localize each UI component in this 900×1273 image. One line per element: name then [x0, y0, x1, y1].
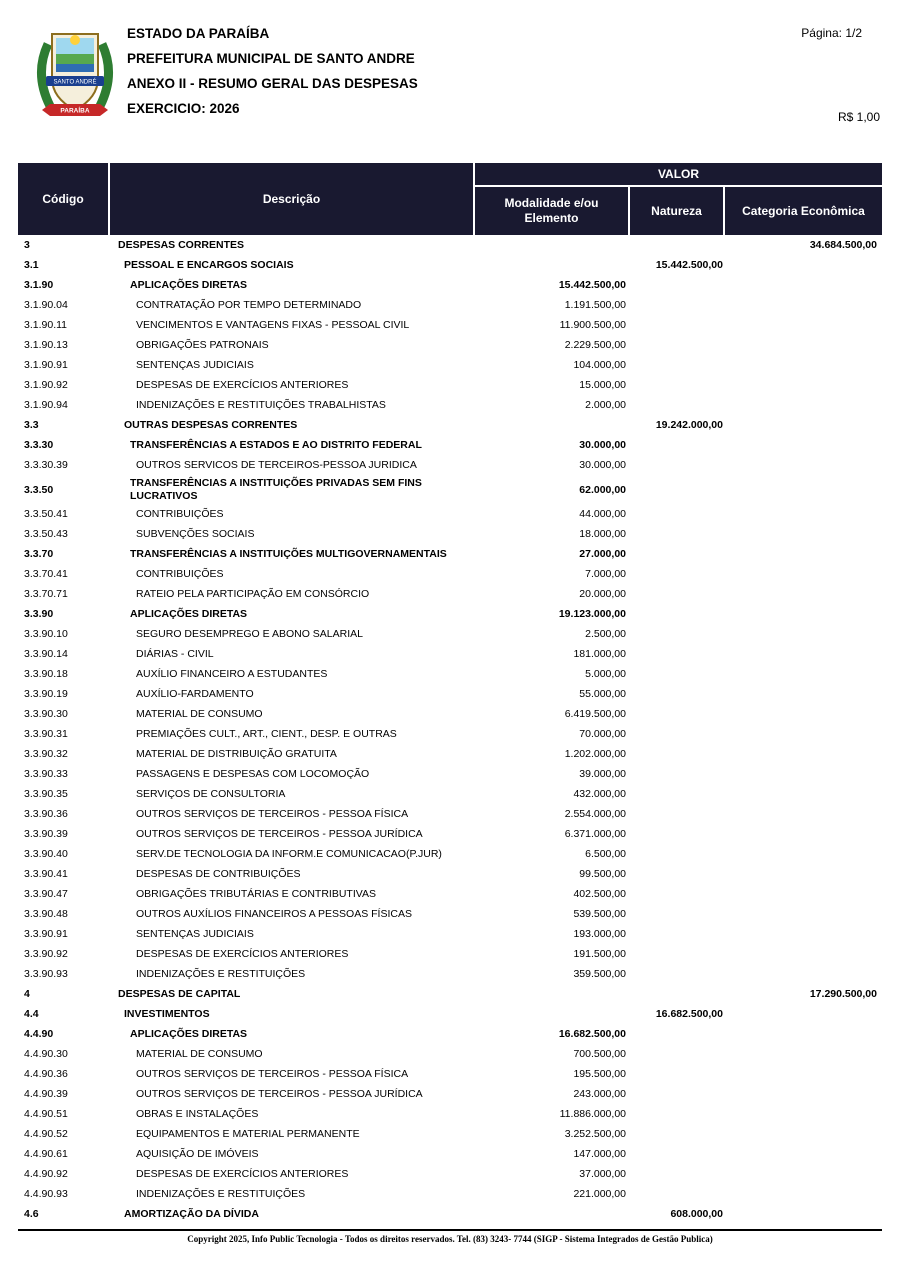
row-code: 3 — [24, 239, 30, 251]
row-value-modalidade: 195.500,00 — [573, 1068, 626, 1081]
row-code: 4.4.90.51 — [24, 1108, 68, 1121]
row-description: PASSAGENS E DESPESAS COM LOCOMOÇÃO — [136, 767, 370, 780]
row-description: EQUIPAMENTOS E MATERIAL PERMANENTE — [136, 1127, 360, 1140]
row-description: APLICAÇÕES DIRETAS — [130, 278, 248, 291]
row-description: OUTROS SERVIÇOS DE TERCEIROS - PESSOA JURÍDICA — [136, 1087, 423, 1100]
report-titles — [127, 26, 418, 126]
row-description: TRANSFERÊNCIAS A INSTITUIÇÕES MULTIGOVERNAMENTAIS — [130, 547, 447, 560]
row-description: AUXÍLIO-FARDAMENTO — [136, 687, 254, 700]
row-description: DESPESAS DE EXERCÍCIOS ANTERIORES — [136, 947, 349, 960]
row-value-modalidade: 55.000,00 — [579, 688, 626, 701]
row-description: CONTRIBUIÇÕES — [136, 507, 224, 520]
row-description: DESPESAS CORRENTES — [118, 238, 245, 251]
row-code: 3.3.90.36 — [24, 808, 68, 821]
row-code: 4.4.90.93 — [24, 1188, 68, 1201]
row-description: SEGURO DESEMPREGO E ABONO SALARIAL — [136, 627, 363, 640]
table-row — [18, 1164, 882, 1184]
row-value-modalidade: 39.000,00 — [579, 768, 626, 781]
table-row — [18, 235, 882, 255]
table-row — [18, 1124, 882, 1144]
row-value-modalidade: 62.000,00 — [579, 483, 626, 496]
table-row — [18, 1024, 882, 1044]
table-row — [18, 524, 882, 544]
row-value-modalidade: 2.229.500,00 — [564, 339, 626, 351]
row-value-modalidade: 30.000,00 — [579, 459, 626, 471]
footer — [18, 1229, 882, 1244]
row-code: 3.3.70 — [24, 548, 54, 561]
row-value-natureza: 19.242.000,00 — [655, 419, 723, 431]
row-value-modalidade: 1.191.500,00 — [564, 299, 626, 311]
row-value-modalidade: 243.000,00 — [573, 1088, 626, 1101]
row-value-modalidade: 19.123.000,00 — [558, 608, 626, 621]
row-code: 4.4.90.30 — [24, 1048, 68, 1061]
page-number: Página: 1/2 — [801, 26, 862, 40]
row-description: PREMIAÇÕES CULT., ART., CIENT., DESP. E OUTRAS — [136, 727, 397, 740]
row-description: OUTROS SERVICOS DE TERCEIROS-PESSOA JURIDICA — [136, 458, 417, 471]
row-value-modalidade: 402.500,00 — [573, 888, 626, 901]
row-code: 4.4.90.52 — [24, 1128, 68, 1141]
row-value-modalidade: 99.500,00 — [579, 868, 626, 881]
row-value-modalidade: 700.500,00 — [573, 1048, 626, 1061]
column-header-natureza: Natureza — [630, 187, 725, 235]
row-value-modalidade: 11.900.500,00 — [559, 319, 626, 331]
row-description: DESPESAS DE EXERCÍCIOS ANTERIORES — [136, 378, 349, 391]
row-code: 3.3.90.41 — [24, 868, 68, 881]
table-row — [18, 395, 882, 415]
state-name: ESTADO DA PARAÍBA — [127, 26, 270, 41]
table-row — [18, 1044, 882, 1064]
row-code: 3.3.70.71 — [24, 588, 68, 601]
row-code: 3.3.50.43 — [24, 528, 68, 541]
row-description: INDENIZAÇÕES E RESTITUIÇÕES — [136, 1187, 306, 1200]
table-row — [18, 744, 882, 764]
row-description: AQUISIÇÃO DE IMÓVEIS — [136, 1147, 259, 1160]
row-code: 3.3.90.48 — [24, 908, 68, 921]
row-value-modalidade: 432.000,00 — [573, 788, 626, 801]
row-description: MATERIAL DE CONSUMO — [136, 707, 263, 720]
table-row — [18, 844, 882, 864]
column-header-codigo: Código — [18, 163, 110, 235]
table-row — [18, 1144, 882, 1164]
row-value-modalidade: 2.000,00 — [585, 399, 626, 411]
row-value-modalidade: 20.000,00 — [579, 588, 626, 601]
row-code: 3.1.90.04 — [24, 299, 68, 311]
table-row — [18, 984, 882, 1004]
table-row — [18, 455, 882, 475]
column-header-modalidade: Modalidade e/ou Elemento — [475, 187, 630, 235]
row-description: SERVIÇOS DE CONSULTORIA — [136, 787, 286, 800]
row-value-modalidade: 70.000,00 — [579, 728, 626, 741]
row-code: 3.3.90 — [24, 608, 54, 621]
row-code: 4 — [24, 988, 30, 1001]
row-code: 3.1.90.92 — [24, 379, 68, 391]
table-row — [18, 644, 882, 664]
row-code: 4.4.90.39 — [24, 1088, 68, 1101]
row-description: INDENIZAÇÕES E RESTITUIÇÕES TRABALHISTAS — [136, 398, 386, 411]
row-value-modalidade: 104.000,00 — [573, 359, 626, 371]
row-value-modalidade: 3.252.500,00 — [564, 1128, 626, 1141]
table-row — [18, 295, 882, 315]
row-value-modalidade: 44.000,00 — [579, 508, 626, 521]
table-row — [18, 604, 882, 624]
report-header — [32, 24, 882, 134]
row-code: 3.3.90.91 — [24, 928, 68, 941]
row-value-modalidade: 6.500,00 — [585, 848, 626, 861]
row-description: DESPESAS DE CAPITAL — [118, 987, 241, 1000]
row-value-natureza: 15.442.500,00 — [655, 259, 723, 271]
row-code: 3.3.70.41 — [24, 568, 68, 581]
row-description: OUTROS SERVIÇOS DE TERCEIROS - PESSOA FÍSICA — [136, 1067, 409, 1080]
row-description: OBRAS E INSTALAÇÕES — [136, 1107, 259, 1120]
row-value-modalidade: 15.442.500,00 — [558, 279, 626, 291]
municipality-name: PREFEITURA MUNICIPAL DE SANTO ANDRE — [127, 51, 415, 66]
table-row — [18, 1204, 882, 1224]
row-code: 3.3.50 — [24, 483, 54, 496]
table-row — [18, 784, 882, 804]
table-row — [18, 375, 882, 395]
table-row — [18, 1104, 882, 1124]
expenses-table — [18, 163, 882, 1224]
row-code: 3.3.50.41 — [24, 508, 68, 521]
row-value-modalidade: 6.419.500,00 — [564, 708, 626, 721]
row-code: 3.3.30 — [24, 439, 54, 451]
row-value-modalidade: 221.000,00 — [573, 1188, 626, 1201]
row-code: 3.3.30.39 — [24, 459, 68, 471]
row-description: MATERIAL DE DISTRIBUIÇÃO GRATUITA — [136, 747, 337, 760]
svg-text:PARAÍBA: PARAÍBA — [60, 107, 90, 115]
row-description: DESPESAS DE EXERCÍCIOS ANTERIORES — [136, 1167, 349, 1180]
row-value-modalidade: 11.886.000,00 — [559, 1108, 626, 1121]
table-row — [18, 624, 882, 644]
table-row — [18, 804, 882, 824]
table-row — [18, 435, 882, 455]
table-row — [18, 944, 882, 964]
table-row — [18, 864, 882, 884]
row-code: 3.3.90.18 — [24, 668, 68, 681]
row-value-modalidade: 193.000,00 — [573, 928, 626, 941]
row-description: DIÁRIAS - CIVIL — [136, 647, 214, 660]
row-description: RATEIO PELA PARTICIPAÇÃO EM CONSÓRCIO — [136, 587, 370, 600]
column-header-categoria: Categoria Econômica — [725, 187, 882, 235]
row-description: CONTRIBUIÇÕES — [136, 567, 224, 580]
row-description: OUTROS SERVIÇOS DE TERCEIROS - PESSOA FÍSICA — [136, 807, 409, 820]
row-description: PESSOAL E ENCARGOS SOCIAIS — [124, 258, 294, 271]
row-value-modalidade: 181.000,00 — [573, 648, 626, 661]
row-code: 4.4.90.92 — [24, 1168, 68, 1181]
table-row — [18, 964, 882, 984]
report-title: ANEXO II - RESUMO GERAL DAS DESPESAS — [127, 76, 418, 91]
table-row — [18, 504, 882, 524]
row-description: INVESTIMENTOS — [124, 1007, 210, 1020]
row-description: APLICAÇÕES DIRETAS — [130, 607, 248, 620]
table-row — [18, 544, 882, 564]
row-description: INDENIZAÇÕES E RESTITUIÇÕES — [136, 967, 306, 980]
table-row — [18, 275, 882, 295]
row-value-modalidade: 147.000,00 — [573, 1148, 626, 1161]
table-row — [18, 1064, 882, 1084]
row-description: OUTROS AUXÍLIOS FINANCEIROS A PESSOAS FÍSICAS — [136, 907, 412, 920]
table-row — [18, 315, 882, 335]
row-code: 3.3 — [24, 419, 39, 431]
footer-copyright: Copyright 2025, Info Public Tecnologia - Todos os direitos reservados. Tel. (83) 3243- 7744 (SIGP - Sistema Integrados de Gestão Publica) — [187, 1234, 713, 1244]
row-description: TRANSFERÊNCIAS A INSTITUIÇÕES PRIVADAS SEM FINS LUCRATIVOS — [130, 477, 422, 502]
row-code: 4.4.90.36 — [24, 1068, 68, 1081]
row-code: 4.4.90.61 — [24, 1148, 68, 1161]
table-row — [18, 564, 882, 584]
table-row — [18, 884, 882, 904]
table-row — [18, 355, 882, 375]
row-value-modalidade: 1.202.000,00 — [564, 748, 626, 761]
table-row — [18, 255, 882, 275]
row-code: 3.1 — [24, 259, 39, 271]
exercise-year: EXERCICIO: 2026 — [127, 101, 240, 116]
row-value-modalidade: 191.500,00 — [573, 948, 626, 961]
table-row — [18, 904, 882, 924]
row-value-modalidade: 27.000,00 — [579, 548, 626, 561]
row-code: 3.1.90.94 — [24, 399, 68, 411]
row-description: VENCIMENTOS E VANTAGENS FIXAS - PESSOAL CIVIL — [136, 318, 410, 331]
row-value-modalidade: 2.500,00 — [585, 628, 626, 641]
row-value-natureza: 16.682.500,00 — [655, 1008, 723, 1021]
table-row — [18, 664, 882, 684]
row-value-natureza: 608.000,00 — [670, 1208, 723, 1221]
row-code: 3.1.90 — [24, 279, 54, 291]
table-row — [18, 584, 882, 604]
table-row — [18, 1184, 882, 1204]
row-code: 3.3.90.30 — [24, 708, 68, 721]
row-code: 4.6 — [24, 1208, 39, 1221]
row-code: 3.3.90.33 — [24, 768, 68, 781]
row-value-modalidade: 7.000,00 — [585, 568, 626, 581]
row-description: APLICAÇÕES DIRETAS — [130, 1027, 248, 1040]
row-value-categoria: 34.684.500,00 — [809, 239, 877, 251]
table-row — [18, 724, 882, 744]
row-description: OUTROS SERVIÇOS DE TERCEIROS - PESSOA JURÍDICA — [136, 827, 423, 840]
row-description: SENTENÇAS JUDICIAIS — [136, 358, 254, 371]
row-code: 3.3.90.32 — [24, 748, 68, 761]
row-description: TRANSFERÊNCIAS A ESTADOS E AO DISTRITO FEDERAL — [130, 438, 422, 451]
row-value-modalidade: 15.000,00 — [579, 379, 626, 391]
row-code: 4.4 — [24, 1008, 39, 1021]
row-description: OUTRAS DESPESAS CORRENTES — [124, 418, 298, 431]
svg-text:SANTO ANDRÉ: SANTO ANDRÉ — [53, 79, 97, 86]
table-body — [18, 235, 882, 1224]
column-header-descricao: Descrição — [110, 163, 475, 235]
currency-unit: R$ 1,00 — [837, 110, 880, 124]
row-code: 4.4.90 — [24, 1028, 54, 1041]
row-value-modalidade: 30.000,00 — [579, 439, 626, 451]
row-code: 3.3.90.35 — [24, 788, 68, 801]
row-code: 3.3.90.19 — [24, 688, 68, 701]
row-description: AUXÍLIO FINANCEIRO A ESTUDANTES — [136, 667, 328, 680]
row-code: 3.1.90.11 — [24, 319, 68, 331]
row-code: 3.3.90.10 — [24, 628, 68, 641]
row-code: 3.3.90.14 — [24, 648, 68, 661]
table-row — [18, 415, 882, 435]
row-description: SUBVENÇÕES SOCIAIS — [136, 527, 255, 540]
row-value-modalidade: 2.554.000,00 — [564, 808, 626, 821]
table-row — [18, 764, 882, 784]
row-description: DESPESAS DE CONTRIBUIÇÕES — [136, 867, 301, 880]
row-description: SERV.DE TECNOLOGIA DA INFORM.E COMUNICACAO(P.JUR) — [136, 847, 442, 860]
table-header — [18, 163, 882, 235]
row-value-modalidade: 6.371.000,00 — [564, 828, 626, 841]
table-row — [18, 704, 882, 724]
row-value-modalidade: 5.000,00 — [585, 668, 626, 681]
table-row — [18, 1004, 882, 1024]
column-group-header-valor: VALOR — [475, 163, 882, 187]
row-description: OBRIGAÇÕES PATRONAIS — [136, 338, 269, 351]
row-value-modalidade: 16.682.500,00 — [558, 1028, 626, 1041]
table-row — [18, 924, 882, 944]
row-description: OBRIGAÇÕES TRIBUTÁRIAS E CONTRIBUTIVAS — [136, 887, 376, 900]
row-code: 3.1.90.91 — [24, 359, 68, 371]
row-description: AMORTIZAÇÃO DA DÍVIDA — [124, 1207, 259, 1220]
table-row — [18, 684, 882, 704]
row-code: 3.3.90.39 — [24, 828, 68, 841]
row-code: 3.3.90.92 — [24, 948, 68, 961]
coat-of-arms-icon — [32, 26, 118, 124]
row-code: 3.1.90.13 — [24, 339, 68, 351]
row-description: MATERIAL DE CONSUMO — [136, 1047, 263, 1060]
row-code: 3.3.90.93 — [24, 968, 68, 981]
row-description: CONTRATAÇÃO POR TEMPO DETERMINADO — [136, 298, 362, 311]
row-code: 3.3.90.31 — [24, 728, 68, 741]
row-code: 3.3.90.40 — [24, 848, 68, 861]
row-code: 3.3.90.47 — [24, 888, 68, 901]
table-row — [18, 475, 882, 504]
table-row — [18, 335, 882, 355]
row-value-modalidade: 359.500,00 — [573, 968, 626, 981]
row-description: SENTENÇAS JUDICIAIS — [136, 927, 254, 940]
row-value-modalidade: 539.500,00 — [573, 908, 626, 921]
row-value-categoria: 17.290.500,00 — [809, 988, 877, 1001]
row-value-modalidade: 37.000,00 — [579, 1168, 626, 1181]
table-row — [18, 1084, 882, 1104]
table-row — [18, 824, 882, 844]
row-value-modalidade: 18.000,00 — [579, 528, 626, 541]
